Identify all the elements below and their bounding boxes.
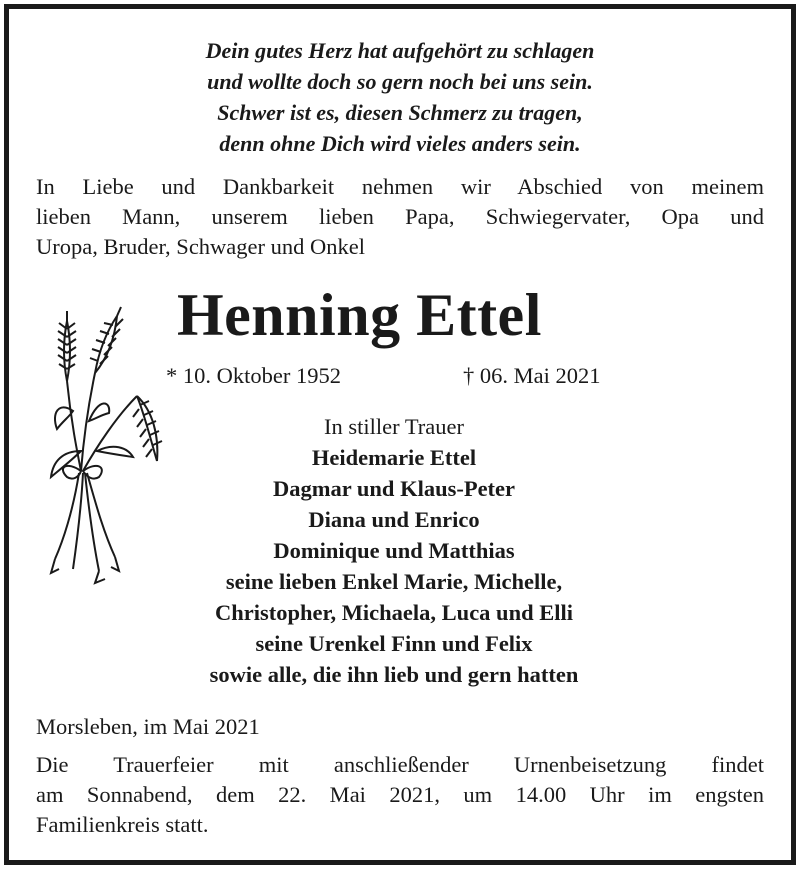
death-date: † 06. Mai 2021 bbox=[463, 363, 601, 388]
funeral-line: am Sonnabend, dem 22. Mai 2021, um 14.00 Uhr im engsten bbox=[36, 782, 764, 807]
intro-paragraph bbox=[36, 172, 764, 262]
mourner-line: sowie alle, die ihn lieb und gern hatten bbox=[209, 662, 579, 687]
intro-line: In Liebe und Dankbarkeit nehmen wir Abschied von meinem bbox=[36, 174, 764, 199]
wheat-sheaf-icon bbox=[37, 301, 167, 591]
funeral-paragraph bbox=[36, 750, 764, 840]
mourner-line: Dagmar und Klaus-Peter bbox=[272, 476, 516, 501]
intro-line: Uropa, Bruder, Schwager und Onkel bbox=[36, 234, 366, 259]
poem-line: Schwer ist es, diesen Schmerz zu tragen, bbox=[217, 100, 583, 125]
mourners-heading: In stiller Trauer bbox=[324, 414, 464, 439]
place-date: Morsleben, im Mai 2021 bbox=[36, 714, 260, 739]
mourner-line: Christopher, Michaela, Luca und Elli bbox=[215, 600, 573, 625]
poem-line: denn ohne Dich wird vieles anders sein. bbox=[219, 131, 581, 156]
mourner-line: Heidemarie Ettel bbox=[311, 445, 477, 470]
funeral-line: Die Trauerfeier mit anschließender Urnenbeisetzung findet bbox=[36, 752, 764, 777]
mourner-line: seine Urenkel Finn und Felix bbox=[255, 631, 533, 656]
funeral-line: Familienkreis statt. bbox=[36, 812, 209, 837]
mourners-list bbox=[174, 411, 614, 690]
mourner-line: Dominique und Matthias bbox=[273, 538, 515, 563]
mourner-line: seine lieben Enkel Marie, Michelle, bbox=[225, 569, 563, 594]
obituary-notice bbox=[4, 4, 796, 865]
birth-date: * 10. Oktober 1952 bbox=[166, 363, 341, 388]
deceased-name: Henning Ettel bbox=[177, 282, 542, 348]
poem bbox=[9, 35, 791, 159]
poem-line: und wollte doch so gern noch bei uns sein. bbox=[207, 69, 593, 94]
intro-line: lieben Mann, unserem lieben Papa, Schwiegervater, Opa und bbox=[36, 204, 764, 229]
poem-line: Dein gutes Herz hat aufgehört zu schlagen bbox=[205, 38, 595, 63]
mourner-line: Diana und Enrico bbox=[308, 507, 480, 532]
